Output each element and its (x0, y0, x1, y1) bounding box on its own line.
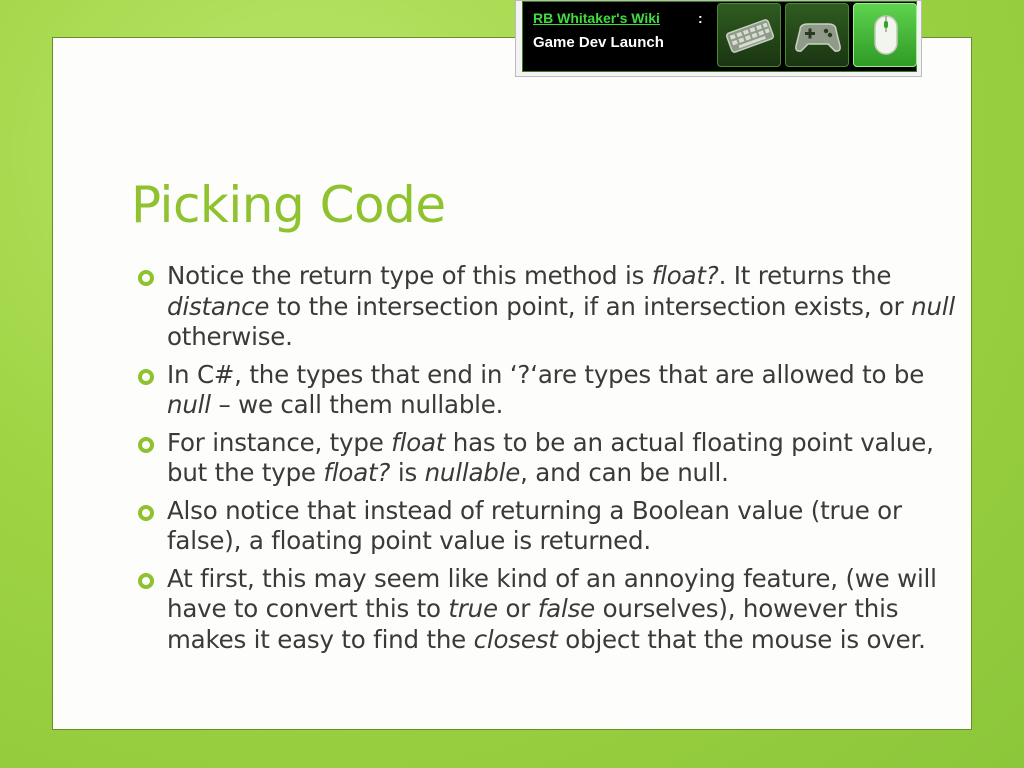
bullet-ring-icon (138, 365, 154, 396)
bullet-item (137, 261, 967, 353)
wiki-link[interactable]: RB Whitaker's Wiki (533, 10, 660, 26)
bullet-emphasis: false (537, 594, 596, 623)
bullet-emphasis: true (448, 594, 498, 623)
bullet-emphasis: closest (473, 624, 558, 654)
bullet-list (137, 261, 967, 662)
bullet-ring-icon (138, 433, 154, 464)
bullet-text: ourselves), however this makes it easy to find the (167, 594, 899, 654)
bullet-item (137, 564, 967, 656)
bullet-text: Notice the return type of this method is (167, 261, 652, 290)
bullet-emphasis: null (911, 291, 956, 321)
bullet-emphasis: null (167, 390, 211, 419)
banner-colon: : (698, 10, 703, 26)
bullet-text: In C#, the types that end in ‘?‘are types that are allowed to be (167, 359, 925, 389)
bullet-text: Also notice that instead of returning a Boolean value (true or false), a floating point value is returned. (167, 495, 902, 555)
wiki-banner-inner (522, 1, 917, 72)
bullet-item (137, 496, 967, 557)
bullet-emphasis: distance (167, 291, 270, 321)
bullet-text: . It returns the (718, 261, 892, 290)
bullet-text: For instance, type (167, 427, 392, 457)
gamepad-icon[interactable] (785, 3, 849, 67)
keyboard-icon[interactable] (717, 3, 781, 67)
bullet-item (137, 428, 967, 489)
bullet-text: At first, this may seem like kind of an annoying feature, (we will have to convert this to (167, 563, 937, 623)
banner-subtitle: Game Dev Launch (533, 34, 664, 51)
bullet-text: – we call them nullable. (210, 390, 504, 419)
bullet-text: , and can be null. (520, 458, 729, 487)
bullet-ring-icon (138, 569, 154, 600)
bullet-emphasis: nullable (424, 458, 521, 487)
bullet-emphasis: float? (323, 458, 391, 487)
slide (52, 37, 972, 730)
bullet-text: is (390, 458, 425, 487)
slide-title: Picking Code (131, 176, 446, 234)
wiki-banner[interactable] (515, 0, 922, 77)
mouse-icon[interactable] (853, 3, 917, 67)
bullet-text: to the intersection point, if an intersection exists, or (269, 291, 912, 321)
bullet-item (137, 360, 967, 421)
bullet-emphasis: float (391, 427, 446, 457)
bullet-text: otherwise. (167, 322, 293, 351)
bullet-text: object that the mouse is over. (557, 624, 926, 654)
bullet-ring-icon (138, 501, 154, 532)
bullet-text: or (497, 594, 538, 623)
bullet-ring-icon (138, 266, 154, 297)
bullet-emphasis: float? (651, 261, 719, 290)
bullet-text: has to be an actual floating point value, but the type (167, 427, 934, 487)
